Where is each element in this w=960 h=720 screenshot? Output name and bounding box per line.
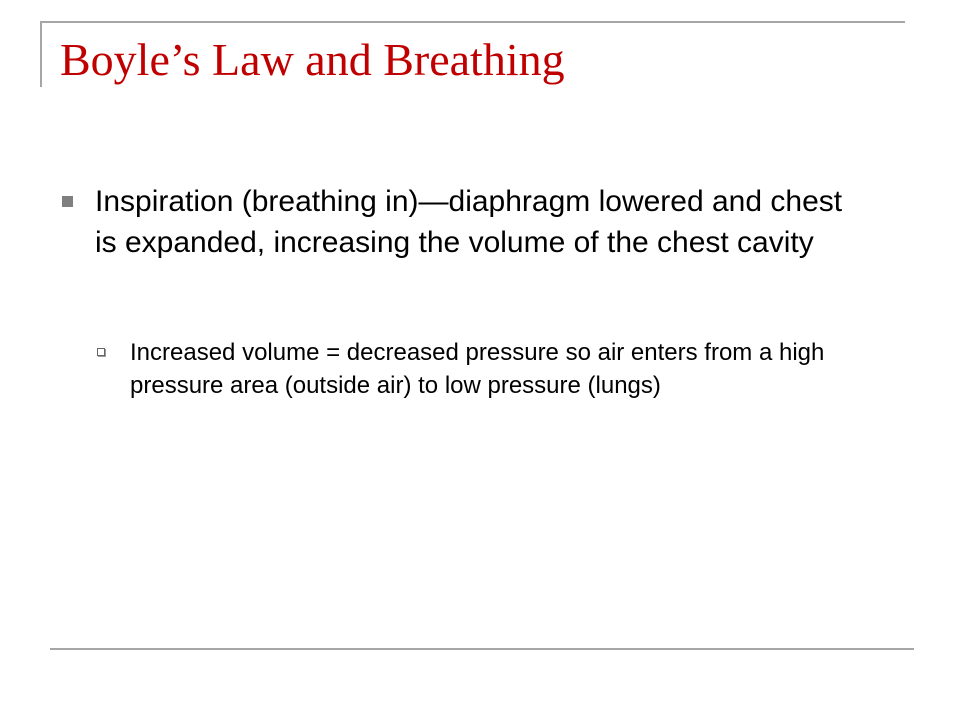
sub-bullet-text: Increased volume = decreased pressure so air enters from a high pressure area (outside air) to low pressure (lungs) xyxy=(130,339,825,399)
hollow-square-bullet-icon xyxy=(97,348,105,356)
sub-bullet-item xyxy=(97,336,877,402)
slide-title: Boyle’s Law and Breathing xyxy=(60,34,565,85)
square-bullet-icon xyxy=(62,196,73,207)
bottom-horizontal-rule xyxy=(50,648,914,650)
bullet-text: Inspiration (breathing in)—diaphragm lowered and chest is expanded, increasing the volume of the chest cavity xyxy=(95,185,843,259)
top-horizontal-rule xyxy=(41,21,905,23)
bullet-item xyxy=(62,181,862,263)
top-vertical-rule xyxy=(40,21,42,87)
